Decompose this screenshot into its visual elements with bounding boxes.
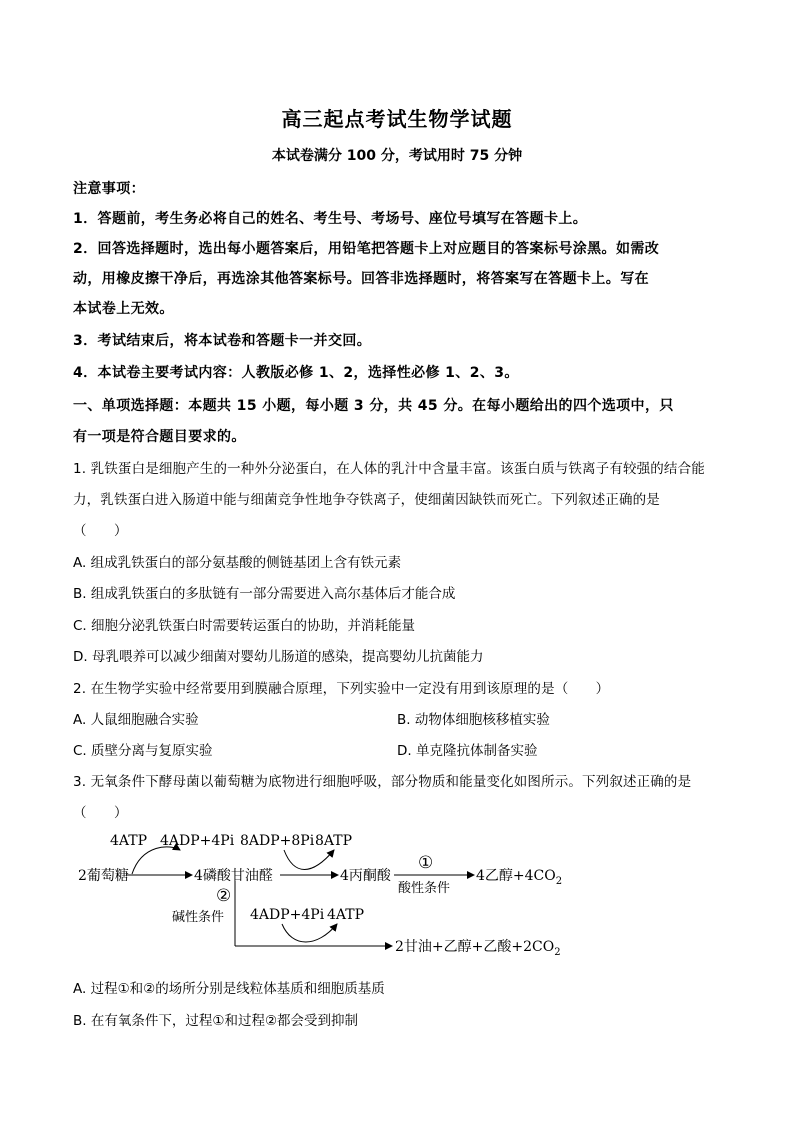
diagram-label-adp-out-1: 4ADP+4Pi [160,833,235,849]
question-1-stem: 力，乳铁蛋白进入肠道中能与细菌竞争性地争夺铁离子，使细菌因缺铁而死亡。下列叙述正确的是 [73,492,660,508]
diagram-label-adp-in-2: 8ADP+8Pi [240,833,315,849]
diagram-step-1-mark: ① [418,853,434,873]
energy-curve-arrow [132,847,180,874]
question-1-option-d: D. 母乳喂养可以减少细菌对婴幼儿肠道的感染，提高婴幼儿抗菌能力 [73,649,484,665]
notice-item: 动，用橡皮擦干净后，再选涂其他答案标号。回答非选择题时，将答案写在答题卡上。写在 [73,271,649,287]
diagram-label-atp-out-3: 4ATP [327,907,365,923]
question-2-option-b: B. 动物体细胞核移植实验 [397,712,550,728]
page-subtitle: 本试卷满分 100 分，考试用时 75 分钟 [271,148,523,164]
question-2-option-d: D. 单克隆抗体制备实验 [397,743,538,759]
notice-heading: 注意事项： [73,181,145,197]
question-2-stem: 2. 在生物学实验中经常要用到膜融合原理，下列实验中一定没有用到该原理的是（ ） [73,681,610,697]
notice-item: 4．本试卷主要考试内容：人教版必修 1、2，选择性必修 1、2、3。 [73,365,519,381]
diagram-step-2-mark: ② [216,886,232,906]
question-3-stem: （ ） [73,805,128,821]
diagram-step-1-condition: 酸性条件 [398,881,451,896]
question-1-option-b: B. 组成乳铁蛋白的多肽链有一部分需要进入高尔基体后才能合成 [73,586,456,602]
page-title: 高三起点考试生物学试题 [281,107,513,131]
diagram-label-atp-out-2: 8ATP [315,833,353,849]
question-2-option-c: C. 质壁分离与复原实验 [73,743,213,759]
notice-item: 2．回答选择题时，选出每小题答案后，用铅笔把答题卡上对应题目的答案标号涂黑。如需改 [73,241,660,257]
diagram-node-pyruvate: 4丙酮酸 [340,868,391,884]
energy-curve-arrow [282,924,337,942]
question-1-stem: （ ） [73,523,128,539]
question-1-option-a: A. 组成乳铁蛋白的部分氨基酸的侧链基团上含有铁元素 [73,555,402,571]
question-1-option-c: C. 细胞分泌乳铁蛋白时需要转运蛋白的协助，并消耗能量 [73,618,416,634]
section-heading: 有一项是符合题目要求的。 [73,429,246,445]
question-1-stem: 1. 乳铁蛋白是细胞产生的一种外分泌蛋白，在人体的乳汁中含量丰富。该蛋白质与铁离子有较强的结合能 [73,461,705,477]
notice-item: 3．考试结束后，将本试卷和答题卡一并交回。 [73,333,372,349]
notice-item: 本试卷上无效。 [73,301,174,317]
fermentation-pathway-diagram [72,826,572,960]
diagram-product-1: 4乙醇$+4CO_2$ [476,868,563,887]
question-3-option-b: B. 在有氧条件下，过程①和过程②都会受到抑制 [73,1013,359,1029]
notice-item: 1．答题前，考生务必将自己的姓名、考生号、考场号、座位号填写在答题卡上。 [73,211,588,227]
diagram-product-2: 2甘油+乙醇+乙酸$+2CO_2$ [395,939,561,958]
question-2-option-a: A. 人鼠细胞融合实验 [73,712,199,728]
question-3-stem: 3. 无氧条件下酵母菌以葡萄糖为底物进行细胞呼吸，部分物质和能量变化如图所示。下列叙述正确的是 [73,774,692,790]
diagram-step-2-condition: 碱性条件 [172,910,225,925]
diagram-node-g3p: 4磷酸甘油醛 [194,868,273,884]
question-3-option-a: A. 过程①和②的场所分别是线粒体基质和细胞质基质 [73,981,385,997]
section-heading: 一、单项选择题：本题共 15 小题，每小题 3 分，共 45 分。在每小题给出的四个选项中，只 [73,398,674,414]
diagram-label-adp-in-3: 4ADP+4Pi [250,907,325,923]
diagram-label-atp-in-1: 4ATP [110,833,148,849]
energy-curve-arrow [284,850,334,870]
diagram-node-glucose: 2葡萄糖 [78,868,129,884]
